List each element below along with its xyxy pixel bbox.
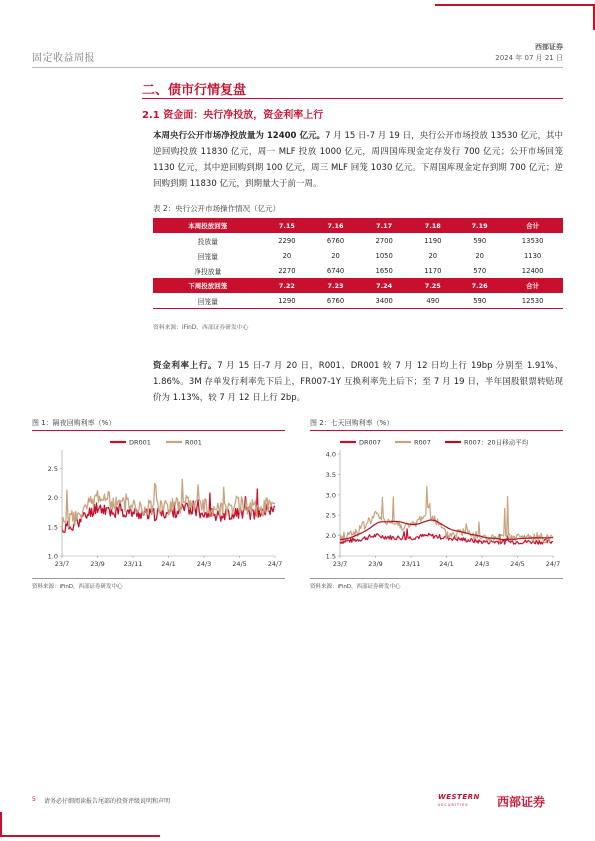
y-tick-label: 1.0: [47, 552, 58, 561]
y-tick-label: 1.5: [47, 523, 58, 532]
logo-chinese-text: 西部证券: [497, 795, 546, 809]
x-tick-label: 23/9: [368, 560, 383, 568]
table-cell: 20: [428, 251, 438, 260]
paragraph-open-market-lead: 本周央行公开市场净投放量为 12400 亿元。: [153, 131, 326, 141]
series-line: [340, 487, 553, 543]
table-cell: 1130: [523, 251, 542, 260]
figure2-top-rule: [310, 430, 563, 431]
table-row: [153, 293, 563, 309]
table-cell: 1190: [424, 236, 442, 245]
subsection-title: 2.1 资金面：央行净投放，资金利率上行: [142, 110, 324, 121]
corner-decoration-bottom: [0, 835, 160, 837]
footer-disclaimer: 请务必仔细阅读报告尾部的投资评级说明和声明: [44, 798, 171, 805]
table-header-cell: 下周投放回笼: [153, 278, 263, 293]
legend-label: R007: [414, 438, 431, 447]
table-cell: 6760: [311, 293, 360, 309]
table-header-cell: 7.15: [263, 218, 312, 233]
report-type-label: 固定收益周报: [32, 53, 95, 64]
y-tick-label: 3.5: [325, 470, 336, 479]
figure2-source: 资料来源：iFinD，西部证券研发中心: [310, 584, 401, 590]
table-header-cell: 合计: [502, 218, 563, 233]
table-cell: 13530: [521, 236, 544, 245]
table-cell: 1650: [375, 266, 393, 275]
table-header-row: [153, 278, 563, 293]
y-tick-label: 2.0: [325, 532, 336, 541]
logo-securities-text: SECURITIES: [438, 803, 469, 807]
x-tick-label: 23/9: [90, 560, 105, 568]
open-market-table: [153, 218, 563, 309]
table-cell: 1050: [375, 251, 393, 260]
table-cell: 590: [473, 236, 487, 245]
legend-label: R001: [185, 438, 202, 447]
table-cell: 投放量: [197, 237, 218, 246]
paragraph-funding-rates-body: 7 月 15 日-7 月 20 日，R001、DR001 较 7 月 12 日均上行 19bp 分别至 1.91%、1.86%。3M 存单发行利率先下后上，FR007-1Y 互换利率先上后下；至 7 月 19 日，半年国股银票转贴现价为 1.13%，较 7 月 12 日上行 2bp。: [153, 361, 563, 403]
x-tick-label: 23/11: [123, 560, 143, 568]
header-divider: [32, 67, 563, 68]
table-cell: 2700: [375, 236, 393, 245]
x-tick-label: 23/11: [401, 560, 421, 568]
table-row: [153, 233, 563, 248]
y-tick-label: 3.0: [325, 491, 336, 500]
corner-decoration-bottom-vertical: [0, 812, 2, 837]
figure1-chart: [32, 432, 285, 578]
figure2-chart: [310, 432, 563, 578]
table-cell: 6760: [326, 236, 345, 245]
figure1-bottom-rule: [32, 578, 285, 579]
figure1-title: 图 1：隔夜回购利率（%）: [32, 419, 116, 427]
y-tick-label: 1.5: [325, 552, 336, 561]
table-header-cell: 7.26: [457, 278, 502, 293]
x-tick-label: 23/7: [332, 560, 348, 568]
table-cell: 590: [457, 293, 502, 309]
figure1-source: 资料来源：iFinD，西部证券研发中心: [32, 584, 123, 590]
x-tick-label: 23/7: [54, 560, 70, 568]
x-tick-label: 24/5: [510, 560, 525, 568]
legend-label: DR001: [129, 438, 151, 447]
corner-decoration-top: [435, 4, 595, 6]
paragraph-funding-rates-lead: 资金利率上行。: [153, 361, 218, 371]
table-header-cell: 7.16: [311, 218, 360, 233]
table-row: [153, 248, 563, 263]
legend-label: R007：20日移动平均: [464, 438, 529, 447]
table-header-cell: 7.25: [409, 278, 458, 293]
x-tick-label: 24/1: [161, 560, 176, 568]
table-cell: 净投放量: [194, 267, 222, 276]
table-cell: 回笼量: [153, 293, 263, 309]
table-cell: 20: [282, 251, 292, 260]
table-cell: 570: [473, 266, 487, 275]
section-divider: [142, 98, 563, 99]
table-header-row: [153, 218, 563, 233]
paragraph-open-market: [153, 128, 563, 192]
x-tick-label: 24/7: [267, 560, 283, 568]
table-header-cell: 7.19: [457, 218, 502, 233]
table-header-cell: 7.23: [311, 278, 360, 293]
y-tick-label: 4.0: [325, 450, 336, 459]
table-title: 表 2：央行公开市场操作情况（亿元）: [153, 204, 281, 213]
table-cell: 2270: [278, 266, 296, 275]
series-line: [62, 479, 275, 530]
table-cell: 回笼量: [197, 252, 218, 261]
x-tick-label: 24/3: [196, 560, 212, 568]
paragraph-open-market-body: 7 月 15 日-7 月 19 日，央行公开市场投放 13530 亿元，其中逆回购投放 11830 亿元，周一 MLF 投放 1000 亿元，周四国库现金定存发行 700 亿元；公开市场回笼 1130 亿元，其中逆回购到期 100 亿元，周三 MLF 回笼 1030 亿元。下周国库现金定存到期 700 亿元；逆回购到期 11830 亿元，到期量大于前一周。: [153, 131, 564, 189]
table-cell: 12530: [502, 293, 563, 309]
y-tick-label: 2.5: [47, 465, 58, 474]
table-cell: 1170: [424, 266, 442, 275]
table-cell: 6740: [326, 266, 345, 275]
x-tick-label: 24/7: [545, 560, 561, 568]
table-cell: 20: [475, 251, 484, 260]
table-header-cell: 7.18: [409, 218, 458, 233]
y-tick-label: 2.5: [325, 511, 336, 520]
table-row: [153, 263, 563, 278]
table-source: 资料来源：iFinD，西部证券研发中心: [153, 325, 249, 331]
figure2-bottom-rule: [310, 578, 563, 579]
table-header-cell: 合计: [502, 278, 563, 293]
figure1-top-rule: [32, 430, 285, 431]
x-tick-label: 24/5: [232, 560, 247, 568]
x-tick-label: 24/1: [439, 560, 454, 568]
table-header-cell: 7.17: [360, 218, 409, 233]
section-title: 二、债市行情复盘: [142, 83, 247, 98]
x-tick-label: 24/3: [474, 560, 490, 568]
table-cell: 2290: [278, 236, 296, 245]
table-header-cell: 7.22: [263, 278, 312, 293]
table-cell: 12400: [521, 266, 544, 275]
table-header-cell: 本周投放回笼: [153, 218, 263, 233]
legend-label: DR007: [359, 438, 381, 447]
table-cell: 3400: [360, 293, 409, 309]
figure2-title: 图 2：七天回购利率（%）: [310, 419, 394, 427]
table-header-cell: 7.24: [360, 278, 409, 293]
table-cell: 20: [331, 251, 340, 260]
table-cell: 490: [409, 293, 458, 309]
paragraph-funding-rates: [153, 358, 563, 406]
company-name: 西部证券: [535, 43, 563, 51]
report-date: 2024 年 07 月 21 日: [495, 54, 563, 62]
table-cell: 1290: [263, 293, 312, 309]
page-number: 5: [32, 796, 36, 803]
logo-western-text: WESTERN: [438, 793, 480, 801]
y-tick-label: 2.0: [47, 494, 58, 503]
